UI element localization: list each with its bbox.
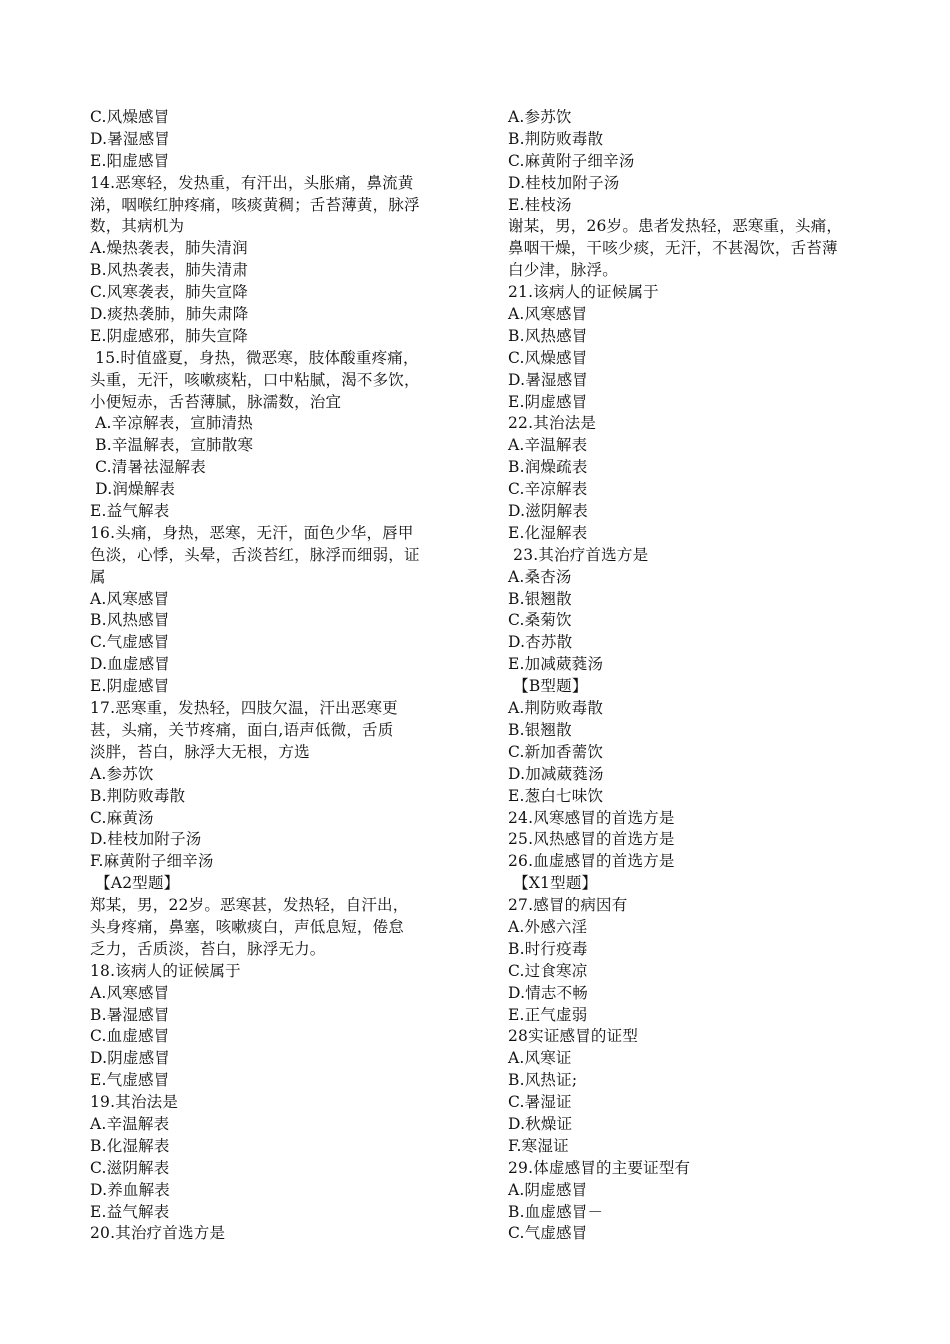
text-line: 色淡，心悸，头晕，舌淡苔红，脉浮而细弱，证 [90,545,420,564]
text-line: C.风燥感冒 [508,348,588,367]
text-line: 头身疼痛，鼻塞，咳嗽痰白，声低息短，倦怠 [90,917,405,936]
text-line: C.滋阴解表 [90,1158,170,1177]
text-line: 【X1型题】 [508,874,598,893]
text-line: E.加减葳蕤汤 [508,655,604,674]
text-line: 24.风寒感冒的首选方是 [508,808,675,827]
text-line: D.杏苏散 [508,633,573,652]
text-line: A.参苏饮 [90,764,154,783]
text-line: B.风热证; [508,1071,578,1090]
text-line: 涕，咽喉红肿疼痛，咳痰黄稠；舌苔薄黄，脉浮 [90,195,420,214]
text-line: E.桂枝汤 [508,195,572,214]
text-line: A.风寒感冒 [90,589,170,608]
text-line: C.新加香薷饮 [508,742,604,761]
text-line: 26.血虚感冒的首选方是 [508,852,675,871]
text-line: E.化湿解表 [508,523,588,542]
text-line: D.润燥解表 [90,480,176,499]
text-line: 小便短赤，舌苔薄腻，脉濡数，治宜 [90,392,342,411]
text-line: D.暑湿感冒 [508,370,589,389]
text-line: B.时行疫毒 [508,939,588,958]
text-line: D.养血解表 [90,1180,171,1199]
text-line: C.气虚感冒 [90,633,170,652]
text-line: A.参苏饮 [508,108,572,126]
text-line: A.辛温解表 [90,1114,170,1133]
text-line: 属 [90,567,106,586]
text-line: 15.时值盛夏，身热，微恶寒，肢体酸重疼痛， [90,348,419,367]
text-line: C.桑菊饮 [508,611,572,630]
text-line: E.葱白七味饮 [508,786,604,805]
text-line: 23.其治疗首选方是 [508,545,649,564]
text-line: 28实证感冒的证型 [508,1027,639,1046]
text-line: D.桂枝加附子汤 [90,830,202,849]
text-line: D.阴虚感冒 [90,1049,171,1068]
text-line: C.过食寒凉 [508,961,588,980]
text-line: B.暑湿感冒 [90,1005,170,1024]
text-line: C.气虚感冒 [508,1224,588,1243]
text-line: B.辛温解表，宣肺散寒 [90,436,254,455]
text-line: E.气虚感冒 [90,1071,170,1090]
text-line: C.风寒袭表，肺失宣降 [90,283,248,302]
text-line: B.银翘散 [508,720,572,739]
text-line: E.阴虚感邪，肺失宣降 [90,326,248,345]
text-line: E.正气虚弱 [508,1005,588,1024]
text-line: E.阴虚感冒 [90,677,170,696]
text-line: B.风热感冒 [508,326,588,345]
text-line: 18.该病人的证候属于 [90,961,241,980]
text-line: 16.头痛，身热，恶寒，无汗，面色少华，唇甲 [90,523,414,542]
text-line: 25.风热感冒的首选方是 [508,830,675,849]
text-line: 21.该病人的证候属于 [508,283,659,302]
text-line: C.麻黄汤 [90,808,154,827]
text-line: B.荆防败毒散 [508,129,604,148]
text-line: F.麻黄附子细辛汤 [90,852,214,871]
text-line: E.阳虚感冒 [90,151,170,170]
text-line: 【B型题】 [508,677,588,696]
text-line: 29.体虚感冒的主要证型有 [508,1158,691,1177]
text-line: 白少津，脉浮。 [508,261,618,280]
text-line: D.血虚感冒 [90,655,171,674]
text-line: B.血虚感冒－ [508,1202,604,1221]
right-column [508,107,863,1245]
text-line: E.益气解表 [90,1202,170,1221]
text-line: 谢某，男，26岁。患者发热轻，恶寒重，头痛， [508,217,843,236]
text-line: A.风寒感冒 [90,983,170,1002]
text-line: A.风寒感冒 [508,305,588,324]
text-line: 数，其病机为 [90,217,185,236]
text-line: A.外感六淫 [508,917,588,936]
text-line: 22.其治法是 [508,414,597,433]
left-column [90,107,450,1245]
text-line: A.桑杏汤 [508,567,572,586]
text-line: 郑某，男，22岁。恶寒甚，发热轻，自汗出， [90,896,409,915]
text-line: D.暑湿感冒 [90,129,171,148]
text-line: A.阴虚感冒 [508,1180,588,1199]
text-line: 甚，头痛，关节疼痛，面白,语声低微，舌质 [90,720,394,739]
text-line: A.风寒证 [508,1049,572,1068]
text-line: C.辛凉解表 [508,480,588,499]
text-line: B.化湿解表 [90,1136,170,1155]
text-line: 头重，无汗，咳嗽痰粘，口中粘腻，渴不多饮， [90,370,420,389]
text-line: C.暑湿证 [508,1093,572,1112]
text-line: B.银翘散 [508,589,572,608]
text-line: 鼻咽干燥，干咳少痰，无汗，不甚渴饮，舌苔薄 [508,239,838,258]
text-line: B.风热袭表，肺失清肃 [90,261,249,280]
text-line: C.血虚感冒 [90,1027,170,1046]
text-line: F.寒湿证 [508,1136,569,1155]
text-line: D.加减葳蕤汤 [508,764,604,783]
text-line: 19.其治法是 [90,1093,179,1112]
text-line: C.风燥感冒 [90,108,170,126]
text-line: E.益气解表 [90,502,170,521]
text-line: C.麻黄附子细辛汤 [508,151,635,170]
text-line: B.风热感冒 [90,611,170,630]
text-line: A.辛温解表 [508,436,588,455]
text-line: B.荆防败毒散 [90,786,186,805]
text-line: 20.其治疗首选方是 [90,1224,226,1243]
text-line: E.阴虚感冒 [508,392,588,411]
text-line: D.滋阴解表 [508,502,589,521]
text-line: B.润燥疏表 [508,458,588,477]
text-line: D.痰热袭肺，肺失肃降 [90,305,249,324]
text-line: 淡胖，苔白，脉浮大无根，方选 [90,742,310,761]
text-line: 17.恶寒重，发热轻，四肢欠温，汗出恶寒更 [90,699,398,718]
text-line: C.清暑祛湿解表 [90,458,206,477]
text-line: D.秋燥证 [508,1114,573,1133]
text-line: 14.恶寒轻，发热重，有汗出，头胀痛，鼻流黄 [90,173,414,192]
text-line: A.荆防败毒散 [508,699,604,718]
text-line: D.桂枝加附子汤 [508,173,620,192]
text-line: 【A2型题】 [90,874,180,893]
text-line: 27.感冒的病因有 [508,896,628,915]
text-line: A.燥热袭表，肺失清润 [90,239,248,258]
text-line: 乏力，舌质淡，苔白，脉浮无力。 [90,939,326,958]
text-line: A.辛凉解表，宣肺清热 [90,414,253,433]
text-line: D.情志不畅 [508,983,589,1002]
